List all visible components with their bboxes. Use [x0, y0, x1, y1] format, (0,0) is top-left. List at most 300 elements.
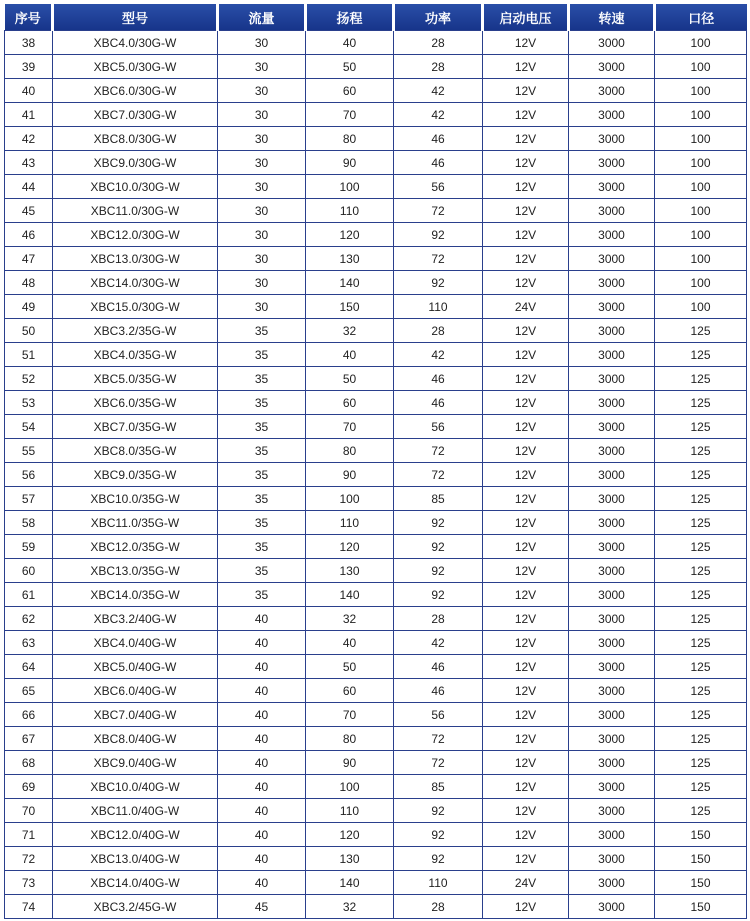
table-row — [5, 319, 747, 343]
cell-start-voltage: 12V — [483, 775, 569, 799]
cell-speed: 3000 — [569, 847, 655, 871]
table-row — [5, 175, 747, 199]
cell-diameter: 100 — [655, 223, 747, 247]
table-row — [5, 271, 747, 295]
cell-index: 66 — [5, 703, 53, 727]
table-row — [5, 607, 747, 631]
cell-power: 46 — [394, 655, 483, 679]
cell-model: XBC14.0/30G-W — [53, 271, 218, 295]
cell-diameter: 125 — [655, 511, 747, 535]
cell-model: XBC9.0/35G-W — [53, 463, 218, 487]
cell-speed: 3000 — [569, 751, 655, 775]
cell-start-voltage: 12V — [483, 103, 569, 127]
cell-head: 140 — [306, 271, 394, 295]
header-speed: 转速 — [569, 4, 655, 31]
cell-diameter: 100 — [655, 271, 747, 295]
header-diameter: 口径 — [655, 4, 747, 31]
cell-start-voltage: 12V — [483, 343, 569, 367]
cell-speed: 3000 — [569, 871, 655, 895]
cell-speed: 3000 — [569, 535, 655, 559]
cell-start-voltage: 12V — [483, 439, 569, 463]
cell-start-voltage: 12V — [483, 223, 569, 247]
table-header-row — [5, 4, 747, 31]
cell-flow: 30 — [218, 175, 306, 199]
cell-index: 64 — [5, 655, 53, 679]
cell-head: 32 — [306, 895, 394, 919]
cell-speed: 3000 — [569, 127, 655, 151]
table-row — [5, 223, 747, 247]
cell-index: 61 — [5, 583, 53, 607]
cell-head: 50 — [306, 55, 394, 79]
cell-start-voltage: 12V — [483, 55, 569, 79]
cell-model: XBC15.0/30G-W — [53, 295, 218, 319]
cell-diameter: 100 — [655, 151, 747, 175]
cell-model: XBC14.0/40G-W — [53, 871, 218, 895]
cell-power: 92 — [394, 799, 483, 823]
cell-speed: 3000 — [569, 607, 655, 631]
cell-start-voltage: 12V — [483, 463, 569, 487]
cell-flow: 40 — [218, 703, 306, 727]
cell-index: 53 — [5, 391, 53, 415]
header-model: 型号 — [53, 4, 218, 31]
cell-power: 46 — [394, 127, 483, 151]
table-row — [5, 343, 747, 367]
cell-index: 47 — [5, 247, 53, 271]
cell-flow: 30 — [218, 151, 306, 175]
cell-start-voltage: 12V — [483, 511, 569, 535]
cell-power: 72 — [394, 439, 483, 463]
cell-index: 50 — [5, 319, 53, 343]
cell-power: 42 — [394, 343, 483, 367]
cell-model: XBC12.0/40G-W — [53, 823, 218, 847]
cell-power: 28 — [394, 31, 483, 55]
cell-head: 120 — [306, 823, 394, 847]
cell-diameter: 150 — [655, 871, 747, 895]
cell-speed: 3000 — [569, 31, 655, 55]
cell-power: 28 — [394, 319, 483, 343]
cell-start-voltage: 12V — [483, 319, 569, 343]
cell-start-voltage: 12V — [483, 799, 569, 823]
cell-flow: 40 — [218, 871, 306, 895]
cell-index: 39 — [5, 55, 53, 79]
cell-diameter: 100 — [655, 79, 747, 103]
cell-diameter: 125 — [655, 343, 747, 367]
cell-head: 70 — [306, 415, 394, 439]
cell-diameter: 100 — [655, 127, 747, 151]
cell-index: 74 — [5, 895, 53, 919]
cell-start-voltage: 12V — [483, 583, 569, 607]
cell-diameter: 125 — [655, 703, 747, 727]
table-row — [5, 103, 747, 127]
table-row — [5, 247, 747, 271]
cell-model: XBC7.0/40G-W — [53, 703, 218, 727]
cell-speed: 3000 — [569, 655, 655, 679]
cell-head: 60 — [306, 679, 394, 703]
cell-power: 92 — [394, 559, 483, 583]
cell-power: 92 — [394, 583, 483, 607]
cell-flow: 35 — [218, 487, 306, 511]
cell-flow: 35 — [218, 439, 306, 463]
table-row — [5, 295, 747, 319]
cell-index: 72 — [5, 847, 53, 871]
cell-start-voltage: 12V — [483, 31, 569, 55]
cell-power: 28 — [394, 895, 483, 919]
table-row — [5, 559, 747, 583]
cell-head: 100 — [306, 775, 394, 799]
cell-head: 130 — [306, 847, 394, 871]
cell-power: 92 — [394, 847, 483, 871]
cell-diameter: 125 — [655, 319, 747, 343]
cell-flow: 30 — [218, 103, 306, 127]
cell-flow: 35 — [218, 415, 306, 439]
cell-index: 44 — [5, 175, 53, 199]
cell-model: XBC5.0/35G-W — [53, 367, 218, 391]
cell-head: 140 — [306, 871, 394, 895]
cell-flow: 30 — [218, 31, 306, 55]
cell-start-voltage: 12V — [483, 535, 569, 559]
cell-speed: 3000 — [569, 799, 655, 823]
cell-flow: 30 — [218, 271, 306, 295]
cell-diameter: 125 — [655, 487, 747, 511]
cell-model: XBC4.0/40G-W — [53, 631, 218, 655]
table-row — [5, 847, 747, 871]
table-row — [5, 799, 747, 823]
cell-start-voltage: 12V — [483, 367, 569, 391]
cell-speed: 3000 — [569, 151, 655, 175]
cell-speed: 3000 — [569, 55, 655, 79]
cell-index: 62 — [5, 607, 53, 631]
cell-diameter: 125 — [655, 751, 747, 775]
cell-index: 63 — [5, 631, 53, 655]
cell-flow: 30 — [218, 295, 306, 319]
cell-start-voltage: 12V — [483, 415, 569, 439]
cell-diameter: 125 — [655, 535, 747, 559]
cell-flow: 30 — [218, 55, 306, 79]
cell-model: XBC8.0/35G-W — [53, 439, 218, 463]
cell-start-voltage: 12V — [483, 727, 569, 751]
cell-flow: 35 — [218, 319, 306, 343]
table-row — [5, 727, 747, 751]
cell-power: 72 — [394, 463, 483, 487]
table-row — [5, 487, 747, 511]
cell-index: 69 — [5, 775, 53, 799]
header-index: 序号 — [5, 4, 53, 31]
cell-model: XBC3.2/40G-W — [53, 607, 218, 631]
cell-index: 65 — [5, 679, 53, 703]
cell-index: 51 — [5, 343, 53, 367]
table-row — [5, 79, 747, 103]
table-row — [5, 895, 747, 919]
cell-head: 70 — [306, 103, 394, 127]
cell-head: 130 — [306, 559, 394, 583]
spec-table-wrapper — [4, 4, 746, 919]
cell-speed: 3000 — [569, 559, 655, 583]
table-row — [5, 679, 747, 703]
cell-speed: 3000 — [569, 703, 655, 727]
cell-diameter: 100 — [655, 295, 747, 319]
cell-model: XBC11.0/35G-W — [53, 511, 218, 535]
cell-power: 92 — [394, 223, 483, 247]
cell-diameter: 100 — [655, 199, 747, 223]
cell-head: 100 — [306, 487, 394, 511]
cell-diameter: 125 — [655, 367, 747, 391]
header-head: 扬程 — [306, 4, 394, 31]
cell-flow: 35 — [218, 391, 306, 415]
cell-flow: 30 — [218, 199, 306, 223]
cell-power: 42 — [394, 79, 483, 103]
table-body — [5, 31, 747, 919]
cell-flow: 30 — [218, 223, 306, 247]
cell-start-voltage: 12V — [483, 247, 569, 271]
cell-flow: 35 — [218, 343, 306, 367]
cell-start-voltage: 12V — [483, 895, 569, 919]
cell-diameter: 125 — [655, 799, 747, 823]
cell-head: 50 — [306, 655, 394, 679]
cell-start-voltage: 12V — [483, 847, 569, 871]
cell-start-voltage: 12V — [483, 271, 569, 295]
cell-index: 70 — [5, 799, 53, 823]
cell-flow: 40 — [218, 847, 306, 871]
cell-model: XBC8.0/40G-W — [53, 727, 218, 751]
cell-start-voltage: 12V — [483, 823, 569, 847]
table-row — [5, 415, 747, 439]
cell-start-voltage: 12V — [483, 391, 569, 415]
cell-model: XBC7.0/35G-W — [53, 415, 218, 439]
table-row — [5, 535, 747, 559]
table-row — [5, 439, 747, 463]
cell-index: 46 — [5, 223, 53, 247]
cell-model: XBC6.0/35G-W — [53, 391, 218, 415]
cell-flow: 35 — [218, 559, 306, 583]
cell-start-voltage: 12V — [483, 487, 569, 511]
cell-start-voltage: 12V — [483, 151, 569, 175]
cell-speed: 3000 — [569, 79, 655, 103]
cell-head: 130 — [306, 247, 394, 271]
cell-head: 90 — [306, 151, 394, 175]
cell-index: 41 — [5, 103, 53, 127]
cell-flow: 40 — [218, 775, 306, 799]
cell-diameter: 150 — [655, 847, 747, 871]
table-row — [5, 463, 747, 487]
cell-model: XBC3.2/35G-W — [53, 319, 218, 343]
cell-head: 120 — [306, 223, 394, 247]
cell-speed: 3000 — [569, 511, 655, 535]
cell-start-voltage: 12V — [483, 703, 569, 727]
cell-index: 71 — [5, 823, 53, 847]
cell-model: XBC12.0/35G-W — [53, 535, 218, 559]
cell-start-voltage: 24V — [483, 295, 569, 319]
table-row — [5, 631, 747, 655]
cell-head: 80 — [306, 439, 394, 463]
cell-flow: 40 — [218, 607, 306, 631]
cell-head: 50 — [306, 367, 394, 391]
cell-power: 92 — [394, 271, 483, 295]
pump-spec-table — [4, 4, 747, 919]
cell-power: 42 — [394, 631, 483, 655]
cell-diameter: 150 — [655, 823, 747, 847]
cell-power: 28 — [394, 55, 483, 79]
cell-speed: 3000 — [569, 319, 655, 343]
cell-model: XBC6.0/30G-W — [53, 79, 218, 103]
cell-diameter: 125 — [655, 559, 747, 583]
header-flow: 流量 — [218, 4, 306, 31]
cell-model: XBC6.0/40G-W — [53, 679, 218, 703]
cell-speed: 3000 — [569, 439, 655, 463]
cell-speed: 3000 — [569, 367, 655, 391]
cell-start-voltage: 12V — [483, 199, 569, 223]
cell-head: 60 — [306, 79, 394, 103]
table-row — [5, 151, 747, 175]
cell-speed: 3000 — [569, 103, 655, 127]
cell-index: 55 — [5, 439, 53, 463]
cell-model: XBC11.0/40G-W — [53, 799, 218, 823]
header-power: 功率 — [394, 4, 483, 31]
cell-speed: 3000 — [569, 775, 655, 799]
cell-start-voltage: 12V — [483, 751, 569, 775]
cell-model: XBC13.0/30G-W — [53, 247, 218, 271]
table-row — [5, 775, 747, 799]
cell-diameter: 125 — [655, 391, 747, 415]
cell-model: XBC13.0/40G-W — [53, 847, 218, 871]
cell-model: XBC13.0/35G-W — [53, 559, 218, 583]
cell-index: 68 — [5, 751, 53, 775]
cell-start-voltage: 12V — [483, 79, 569, 103]
cell-head: 150 — [306, 295, 394, 319]
cell-diameter: 100 — [655, 103, 747, 127]
cell-power: 46 — [394, 679, 483, 703]
cell-speed: 3000 — [569, 895, 655, 919]
cell-flow: 45 — [218, 895, 306, 919]
cell-index: 58 — [5, 511, 53, 535]
cell-flow: 40 — [218, 799, 306, 823]
cell-model: XBC10.0/40G-W — [53, 775, 218, 799]
cell-head: 110 — [306, 511, 394, 535]
cell-flow: 40 — [218, 631, 306, 655]
cell-start-voltage: 24V — [483, 871, 569, 895]
cell-head: 80 — [306, 127, 394, 151]
table-row — [5, 871, 747, 895]
cell-speed: 3000 — [569, 295, 655, 319]
cell-head: 40 — [306, 631, 394, 655]
cell-speed: 3000 — [569, 463, 655, 487]
header-start-voltage: 启动电压 — [483, 4, 569, 31]
cell-power: 85 — [394, 487, 483, 511]
cell-power: 92 — [394, 823, 483, 847]
cell-power: 46 — [394, 391, 483, 415]
cell-speed: 3000 — [569, 727, 655, 751]
cell-head: 40 — [306, 31, 394, 55]
table-row — [5, 127, 747, 151]
cell-speed: 3000 — [569, 583, 655, 607]
cell-diameter: 125 — [655, 631, 747, 655]
cell-model: XBC14.0/35G-W — [53, 583, 218, 607]
cell-index: 49 — [5, 295, 53, 319]
cell-diameter: 125 — [655, 439, 747, 463]
cell-index: 43 — [5, 151, 53, 175]
cell-speed: 3000 — [569, 343, 655, 367]
cell-speed: 3000 — [569, 271, 655, 295]
cell-flow: 40 — [218, 655, 306, 679]
table-row — [5, 199, 747, 223]
cell-speed: 3000 — [569, 487, 655, 511]
cell-diameter: 100 — [655, 55, 747, 79]
cell-head: 90 — [306, 463, 394, 487]
cell-head: 80 — [306, 727, 394, 751]
cell-start-voltage: 12V — [483, 127, 569, 151]
table-row — [5, 823, 747, 847]
cell-flow: 40 — [218, 823, 306, 847]
cell-head: 110 — [306, 799, 394, 823]
cell-power: 72 — [394, 247, 483, 271]
cell-diameter: 150 — [655, 895, 747, 919]
cell-model: XBC4.0/30G-W — [53, 31, 218, 55]
cell-model: XBC3.2/45G-W — [53, 895, 218, 919]
cell-flow: 35 — [218, 463, 306, 487]
cell-flow: 35 — [218, 511, 306, 535]
cell-speed: 3000 — [569, 415, 655, 439]
table-row — [5, 703, 747, 727]
cell-speed: 3000 — [569, 391, 655, 415]
cell-head: 70 — [306, 703, 394, 727]
cell-index: 42 — [5, 127, 53, 151]
cell-power: 28 — [394, 607, 483, 631]
cell-power: 72 — [394, 199, 483, 223]
cell-power: 92 — [394, 535, 483, 559]
table-row — [5, 655, 747, 679]
cell-start-voltage: 12V — [483, 559, 569, 583]
cell-index: 59 — [5, 535, 53, 559]
cell-flow: 35 — [218, 535, 306, 559]
cell-diameter: 125 — [655, 463, 747, 487]
cell-index: 56 — [5, 463, 53, 487]
cell-diameter: 100 — [655, 247, 747, 271]
table-row — [5, 511, 747, 535]
cell-model: XBC9.0/30G-W — [53, 151, 218, 175]
cell-power: 56 — [394, 175, 483, 199]
cell-power: 46 — [394, 367, 483, 391]
cell-index: 38 — [5, 31, 53, 55]
cell-diameter: 100 — [655, 175, 747, 199]
cell-model: XBC7.0/30G-W — [53, 103, 218, 127]
cell-index: 48 — [5, 271, 53, 295]
cell-head: 110 — [306, 199, 394, 223]
cell-diameter: 125 — [655, 415, 747, 439]
cell-power: 72 — [394, 727, 483, 751]
table-row — [5, 751, 747, 775]
cell-diameter: 125 — [655, 655, 747, 679]
cell-power: 85 — [394, 775, 483, 799]
cell-index: 67 — [5, 727, 53, 751]
cell-power: 56 — [394, 415, 483, 439]
table-row — [5, 367, 747, 391]
table-row — [5, 31, 747, 55]
cell-model: XBC8.0/30G-W — [53, 127, 218, 151]
cell-diameter: 100 — [655, 31, 747, 55]
cell-head: 32 — [306, 319, 394, 343]
cell-index: 40 — [5, 79, 53, 103]
cell-index: 54 — [5, 415, 53, 439]
cell-power: 46 — [394, 151, 483, 175]
cell-speed: 3000 — [569, 247, 655, 271]
cell-head: 40 — [306, 343, 394, 367]
cell-start-voltage: 12V — [483, 175, 569, 199]
cell-flow: 35 — [218, 367, 306, 391]
cell-diameter: 125 — [655, 679, 747, 703]
cell-power: 110 — [394, 871, 483, 895]
cell-head: 32 — [306, 607, 394, 631]
cell-flow: 30 — [218, 127, 306, 151]
cell-power: 92 — [394, 511, 483, 535]
